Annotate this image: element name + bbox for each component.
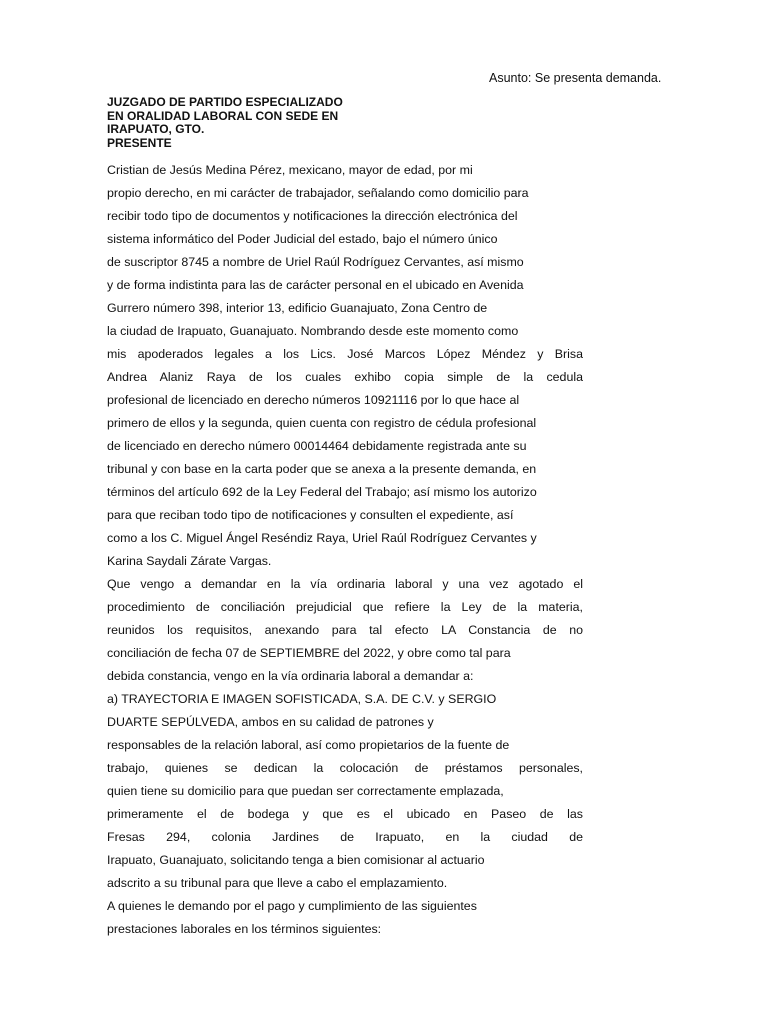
body-line: reunidos los requisitos, anexando para tal efecto LA Constancia de no	[107, 623, 583, 637]
body-line: de suscriptor 8745 a nombre de Uriel Raúl Rodríguez Cervantes, así mismo	[107, 255, 524, 269]
court-header-line: IRAPUATO, GTO.	[107, 122, 205, 136]
court-header-line: JUZGADO DE PARTIDO ESPECIALIZADO	[107, 95, 343, 109]
court-header-line: EN ORALIDAD LABORAL CON SEDE EN	[107, 108, 339, 123]
body-line: términos del artículo 692 de la Ley Federal del Trabajo; así mismo los autorizo	[107, 485, 537, 499]
body-line: adscrito a su tribunal para que lleve a cabo el emplazamiento.	[107, 876, 448, 890]
body-line: Gurrero número 398, interior 13, edificio Guanajuato, Zona Centro de	[107, 301, 488, 315]
body-line: primero de ellos y la segunda, quien cuenta con registro de cédula profesional	[107, 416, 537, 430]
subject-line: Asunto: Se presenta demanda.	[489, 71, 662, 85]
court-header-line: PRESENTE	[107, 135, 172, 150]
court-header	[107, 96, 343, 150]
body-line: Andrea Alaniz Raya de los cuales exhibo copia simple de la cedula	[107, 370, 583, 384]
body-line: la ciudad de Irapuato, Guanajuato. Nombrando desde este momento como	[107, 324, 519, 338]
body-line: y de forma indistinta para las de carácter personal en el ubicado en Avenida	[107, 278, 524, 292]
body-line: como a los C. Miguel Ángel Reséndiz Raya, Uriel Raúl Rodríguez Cervantes y	[107, 531, 537, 545]
body-line: tribunal y con base en la carta poder que se anexa a la presente demanda, en	[107, 462, 537, 476]
body-line: recibir todo tipo de documentos y notificaciones la dirección electrónica del	[107, 209, 518, 223]
body-line: profesional de licenciado en derecho números 10921116 por lo que hace al	[107, 393, 520, 407]
body-line: Karina Saydali Zárate Vargas.	[107, 554, 272, 568]
body-line: de licenciado en derecho número 00014464 debidamente registrada ante su	[107, 439, 527, 453]
body-line: Cristian de Jesús Medina Pérez, mexicano, mayor de edad, por mi	[107, 163, 473, 177]
body-line: trabajo, quienes se dedican la colocación de préstamos personales,	[107, 761, 583, 775]
body-line: responsables de la relación laboral, así como propietarios de la fuente de	[107, 738, 510, 752]
body-line: debida constancia, vengo en la vía ordinaria laboral a demandar a:	[107, 669, 474, 683]
body-line: A quienes le demando por el pago y cumplimiento de las siguientes	[107, 899, 477, 913]
body-line: conciliación de fecha 07 de SEPTIEMBRE del 2022, y obre como tal para	[107, 646, 511, 660]
body-line: DUARTE SEPÚLVEDA, ambos en su calidad de patrones y	[107, 715, 434, 729]
body-line: procedimiento de conciliación prejudicial que refiere la Ley de la materia,	[107, 600, 583, 614]
body-line: quien tiene su domicilio para que puedan ser correctamente emplazada,	[107, 784, 504, 798]
body-line: a) TRAYECTORIA E IMAGEN SOFISTICADA, S.A. DE C.V. y SERGIO	[107, 692, 497, 706]
body-line: propio derecho, en mi carácter de trabajador, señalando como domicilio para	[107, 186, 529, 200]
body-line: Irapuato, Guanajuato, solicitando tenga a bien comisionar al actuario	[107, 853, 485, 867]
body-line: Que vengo a demandar en la vía ordinaria laboral y una vez agotado el	[107, 577, 583, 591]
body-line: Fresas 294, colonia Jardines de Irapuato, en la ciudad de	[107, 830, 583, 844]
body-line: para que reciban todo tipo de notificaciones y consulten el expediente, así	[107, 508, 514, 522]
body-line: sistema informático del Poder Judicial del estado, bajo el número único	[107, 232, 498, 246]
body-line: prestaciones laborales en los términos siguientes:	[107, 922, 382, 936]
document-body	[107, 162, 583, 944]
body-line: primeramente el de bodega y que es el ubicado en Paseo de las	[107, 807, 583, 821]
body-line: mis apoderados legales a los Lics. José Marcos López Méndez y Brisa	[107, 347, 583, 361]
